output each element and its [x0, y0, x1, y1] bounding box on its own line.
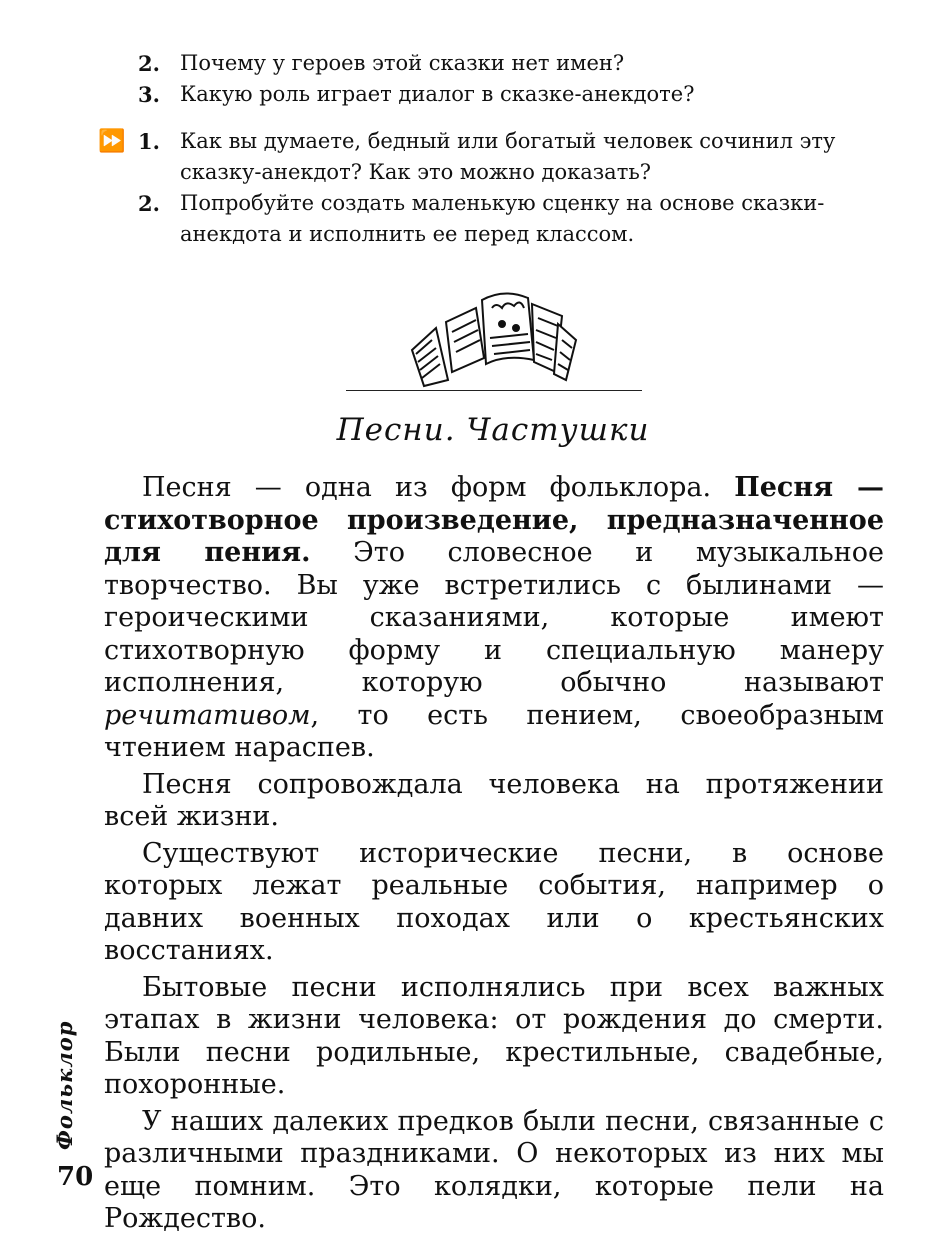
term-italic: речитативом	[104, 699, 311, 731]
question-number: 2.	[138, 51, 160, 76]
question-item	[98, 126, 898, 188]
question-number: 2.	[138, 191, 160, 216]
question-item	[98, 79, 898, 110]
page-number: 70	[57, 1162, 94, 1192]
side-section-label: Фольклор	[52, 1020, 77, 1150]
section-title: Песни. Частушки	[336, 412, 650, 448]
question-text: Какую роль играет диалог в сказке-анекдоте?	[180, 82, 695, 106]
body-text	[104, 472, 884, 1240]
accordion-icon	[406, 288, 582, 388]
question-number: 1.	[138, 129, 160, 154]
double-arrow-icon: ⏩	[98, 128, 126, 154]
paragraph: Существуют исторические песни, в основе которых лежат реальные события, например о давних военных походах или о крестьянских восстаниях.	[104, 837, 884, 966]
question-text: Как вы думаете, бедный или богатый человек сочинил эту сказку-анекдот? Как это можно доказать?	[180, 129, 836, 184]
questions-block	[98, 48, 898, 250]
question-number: 3.	[138, 82, 160, 107]
advanced-questions	[98, 126, 898, 250]
paragraph: Песня сопровождала человека на протяжении всей жизни.	[104, 768, 884, 832]
definition-bold: Песня — стихотворное произведение, предназначенное для пения.	[104, 472, 884, 568]
question-item	[98, 48, 898, 79]
question-item	[98, 188, 898, 250]
section-divider	[346, 390, 642, 391]
paragraph: У наших далеких предков были песни, связанные с различными праздниками. О некоторых из них мы еще помним. Это колядки, которые пели на Рождество.	[104, 1105, 884, 1234]
question-text: Почему у героев этой сказки нет имен?	[180, 51, 625, 75]
paragraph: Песня — одна из форм фольклора. Песня — стихотворное произведение, предназначенное для пения. Это словесное и музыкальное творчество. Вы уже встретились с былинами — героическими сказаниями, которые имеют стихотворную форму и специальную манеру исполнения, которую обычно называют речитативом, то есть пением, своеобразным чтением нараспев.	[104, 472, 884, 763]
question-text: Попробуйте создать маленькую сценку на основе сказки-анекдота и исполнить ее перед классом.	[180, 191, 825, 246]
paragraph: Бытовые песни исполнялись при всех важных этапах в жизни человека: от рождения до смерти. Были песни родильные, крестильные, свадебные, похоронные.	[104, 971, 884, 1100]
